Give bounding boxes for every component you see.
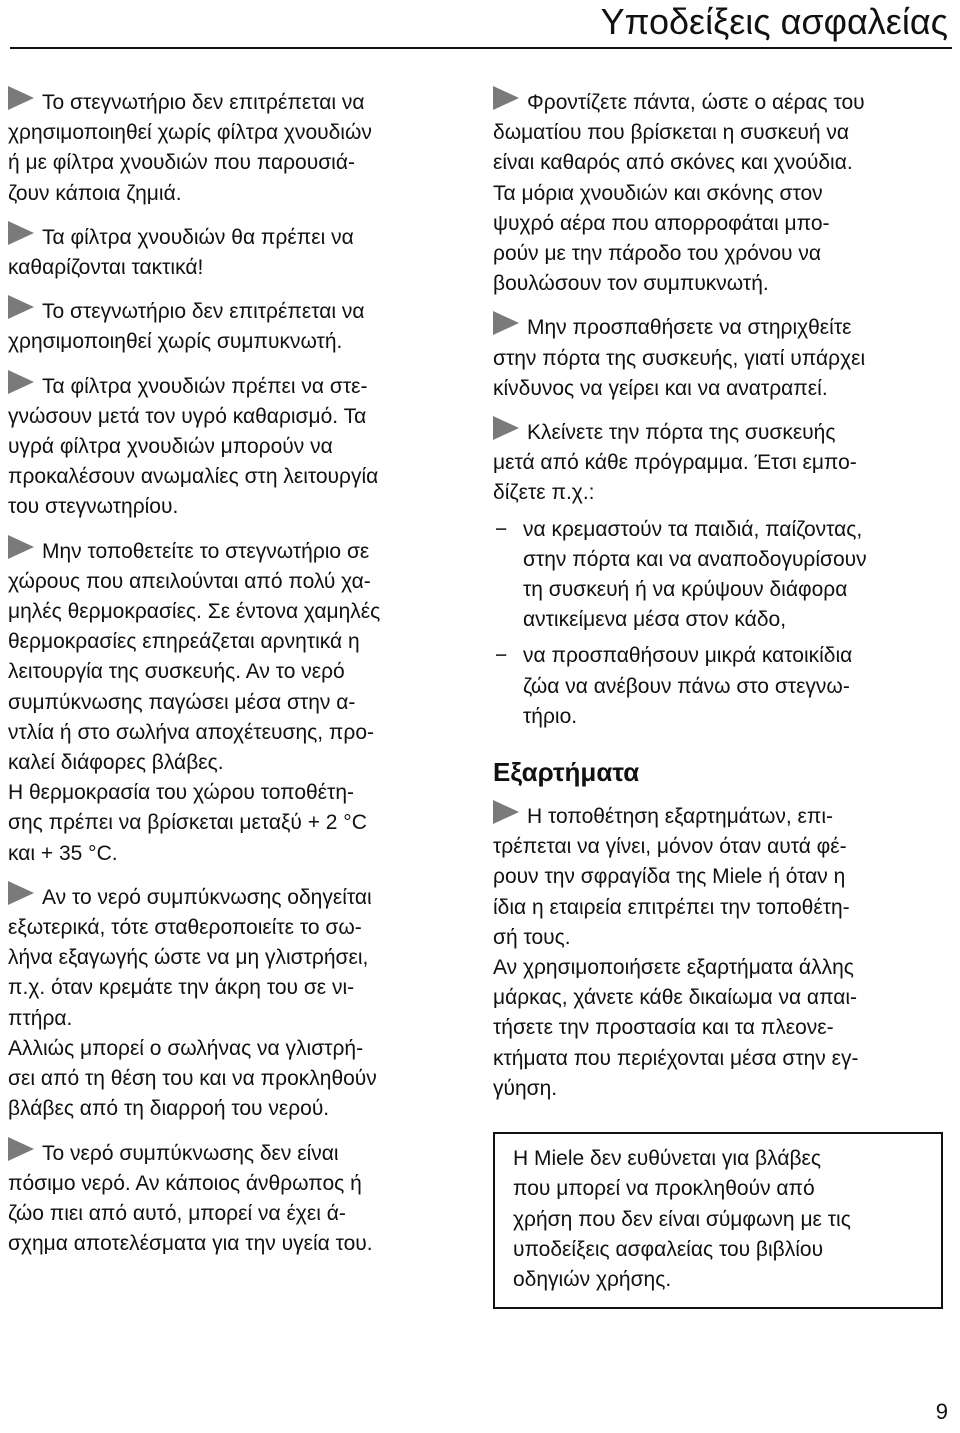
dash-list [493,515,948,732]
play-arrow-icon [493,416,519,440]
play-arrow-icon [493,311,519,335]
play-arrow-icon [493,800,519,824]
safety-paragraph [8,1137,466,1260]
play-arrow-icon [8,535,34,559]
list-item [493,641,948,732]
safety-paragraph [493,416,948,509]
safety-paragraph [8,881,466,1125]
safety-paragraph [493,800,948,1104]
section-heading: Εξαρτήματα [493,757,640,788]
paragraph-text: Αν το νερό συμπύκνωσης οδηγείται εξωτερικά, τότε σταθεροποιείτε το σω- λήνα εξαγωγής ώστε να μη γλιστρήσει, π.χ. όταν κρεμάτε την άκρη του σε νι- πτήρα. Αλλιώς μπορεί ο σωλήνας να γλιστρή- σει από τη θέση του και να προκληθούν βλάβες από τη διαρροή του νερού. [8,885,377,1121]
header-divider [10,47,952,49]
liability-note-box: Η Miele δεν ευθύνεται για βλάβες που μπορεί να προκληθούν από χρήση που δεν είναι σύμφωνη με τις υποδείξεις ασφαλείας του βιβλίου οδηγιών χρήσης. [493,1132,943,1309]
play-arrow-icon [8,1137,34,1161]
paragraph-text: Τα φίλτρα χνουδιών θα πρέπει να καθαρίζονται τακτικά! [8,225,354,280]
safety-paragraph [8,295,466,357]
play-arrow-icon [8,295,34,319]
safety-paragraph [8,221,466,283]
safety-paragraph [8,370,466,523]
play-arrow-icon [8,86,34,110]
paragraph-text: Το στεγνωτήριο δεν επιτρέπεται να χρησιμοποιηθεί χωρίς φίλτρα χνουδιών ή με φίλτρα χνουδιών που παρουσιά- ζουν κάποια ζημιά. [8,91,372,205]
safety-paragraph [493,311,948,404]
page-title: Υποδείξεις ασφαλείας [600,1,948,42]
paragraph-text: Φροντίζετε πάντα, ώστε ο αέρας του δωματίου που βρίσκεται η συσκευή να είναι καθαρός από σκόνες και χνούδια. Τα μόρια χνουδιών και σκόνης στον ψυχρό αέρα που απορροφάται μπο- ρούν με την πάροδο του χρόνου να βουλώσουν τον συμπυκνωτή. [493,91,865,296]
paragraph-text: Κλείνετε την πόρτα της συσκευής μετά από κάθε πρόγραμμα. Έτσι εμπο- δίζετε π.χ.: [493,421,857,505]
paragraph-text: Μην προσπαθήσετε να στηριχθείτε στην πόρτα της συσκευής, γιατί υπάρχει κίνδυνος να γείρει και να ανατραπεί. [493,316,866,400]
safety-paragraph [8,535,466,869]
play-arrow-icon [493,86,519,110]
dash-marker: − [495,517,508,541]
left-column [8,86,466,1271]
paragraph-text: Το νερό συμπύκνωσης δεν είναι πόσιμο νερό. Αν κάποιος άνθρωπος ή ζώο πιει από αυτό, μπορεί να έχει ά- σχημα αποτελέσματα για την υγεία του. [8,1141,373,1256]
safety-paragraph [8,86,466,209]
play-arrow-icon [8,221,34,245]
safety-paragraph [493,86,948,299]
play-arrow-icon [8,370,34,394]
paragraph-text: Το στεγνωτήριο δεν επιτρέπεται να χρησιμοποιηθεί χωρίς συμπυκνωτή. [8,300,365,354]
dash-marker: − [495,644,508,668]
list-item [493,515,948,636]
play-arrow-icon [8,881,34,905]
right-column [493,86,948,1309]
page-number: 9 [935,1399,948,1424]
list-item-text: να κρεμαστούν τα παιδιά, παίζοντας, στην πόρτα και να αναποδογυρίσουν τη συσκευή ή να κρύψουν διάφορα αντικείμενα μέσα στον κάδο, [523,517,867,632]
paragraph-text: Μην τοποθετείτε το στεγνωτήριο σε χώρους που απειλούνται από πολύ χα- μηλές θερμοκρασίες. Σε έντονα χαμηλές θερμοκρασίες επηρεάζεται αρνητικά η λειτουργία της συσκευής. Αν το νερό συμπύκνωσης παγώσει μέσα στην α- ντλία ή στο σωλήνα αποχέτευσης, προ- καλεί διάφορες βλάβες. Η θερμοκρασία του χώρου τοποθέτη- σης πρέπει να βρίσκεται μεταξύ + 2 °C και + 35 °C. [8,539,381,865]
paragraph-text: Η τοποθέτηση εξαρτημάτων, επι- τρέπεται να γίνει, μόνον όταν αυτά φέ- ρουν την σφραγίδα της Miele ή όταν η ίδια η εταιρεία επιτρέπει την τοποθέτη- σή τους. Αν χρησιμοποιήσετε εξαρτήματα άλλης μάρκας, χάνετε κάθε δικαίωμα να απαι- τήσετε την προστασία και τα πλεονε- κτήματα που περιέχονται μέσα στην εγ- γύηση. [493,805,859,1100]
paragraph-text: Τα φίλτρα χνουδιών πρέπει να στε- γνώσουν μετά τον υγρό καθαρισμό. Τα υγρά φίλτρα χνουδιών μπορούν να προκαλέσουν ανωμαλίες στη λειτουργία του στεγνωτηρίου. [8,374,379,519]
list-item-text: να προσπαθήσουν μικρά κατοικίδια ζώα να ανέβουν πάνω στο στεγνω- τήριο. [523,644,853,728]
